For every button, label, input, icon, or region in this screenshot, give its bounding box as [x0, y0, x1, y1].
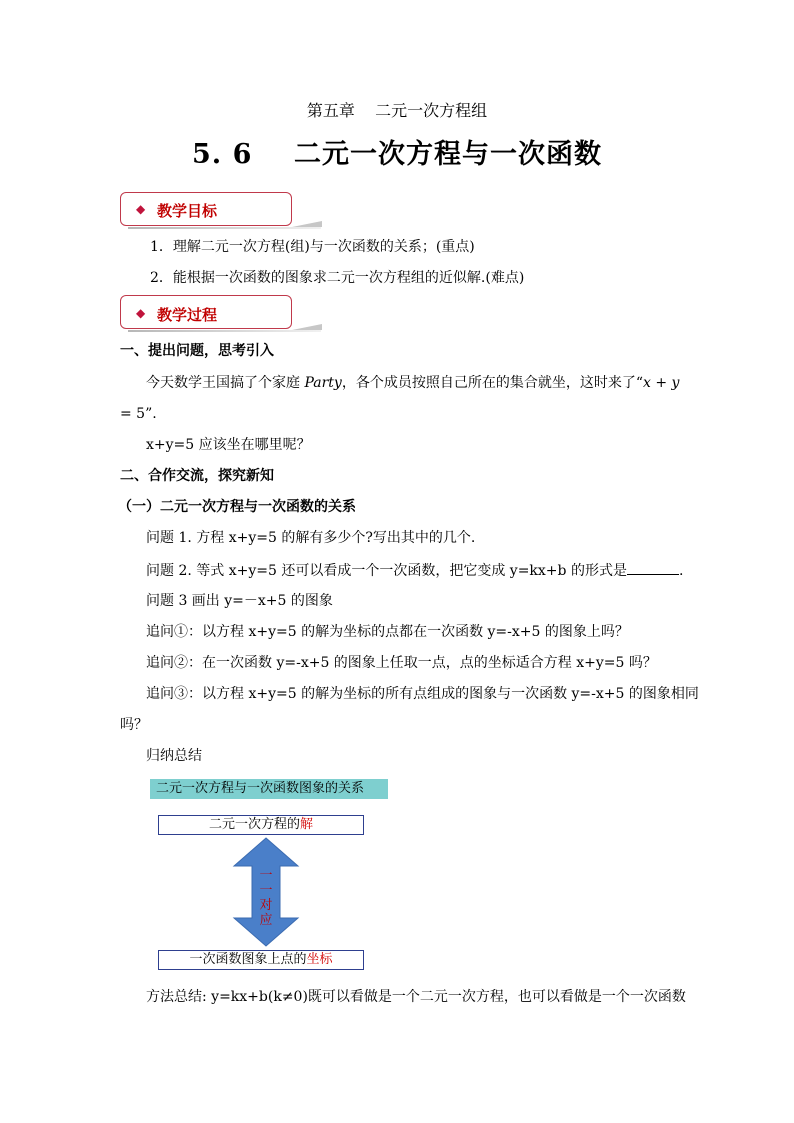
follow-up-3-cont: 吗？	[120, 717, 148, 733]
follow-up-1: 追问①：以方程 x+y=5 的解为坐标的点都在一次函数 y=-x+5 的图象上吗？	[146, 624, 629, 640]
summary-label: 归纳总结	[146, 748, 202, 764]
process-label: 教学过程	[157, 306, 218, 324]
goal-1: 1．理解二元一次方程(组)与一次函数的关系；(重点)	[150, 239, 475, 255]
question-2: 问题 2. 等式 x+y=5 还可以看成一个一次函数，把它变成 y=kx+b 的形式是 .	[146, 563, 684, 579]
question-3: 问题 3 画出 y=－x+5 的图象	[146, 593, 333, 609]
question-1: 问题 1. 方程 x+y=5 的解有多少个?写出其中的几个.	[146, 530, 476, 546]
intro-paragraph-cont: = 5”.	[120, 406, 157, 422]
subsection-1: （一）二元一次方程与一次函数的关系	[118, 499, 356, 515]
part2-heading: 二、合作交流，探究新知	[120, 468, 274, 484]
method-summary: 方法总结: y=kx+b(k≠0)既可以看做是一个二元一次方程，也可以看做是一个一次函数	[146, 989, 686, 1005]
answer-blank	[627, 562, 679, 575]
intro-paragraph: 今天数学王国搞了个家庭 Party，各个成员按照自己所在的集合就坐，这时来了“x + y	[146, 375, 680, 391]
diagram-header: 二元一次方程与一次函数图象的关系	[150, 779, 388, 799]
section-underline	[128, 227, 321, 229]
goals-label: 教学目标	[157, 202, 218, 220]
part1-heading: 一、提出问题，思考引入	[120, 343, 274, 359]
diamond-icon: ◆	[136, 202, 146, 216]
diamond-icon: ◆	[136, 306, 146, 320]
section-underline	[128, 330, 321, 332]
lesson-title: 5. 6 二元一次方程与一次函数	[192, 139, 602, 170]
solution-box: 二元一次方程的解	[158, 815, 364, 835]
follow-up-2: 追问②：在一次函数 y=-x+5 的图象上任取一点，点的坐标适合方程 x+y=5 吗？	[146, 655, 657, 671]
chapter-title: 第五章 二元一次方程组	[306, 101, 488, 120]
section-tail	[292, 324, 322, 330]
intro-question: x+y=5 应该坐在哪里呢？	[146, 437, 311, 453]
coordinate-box: 一次函数图象上点的坐标	[158, 950, 364, 970]
one-to-one-label: 一 一 对 应	[259, 868, 273, 928]
goal-2: 2．能根据一次函数的图象求二元一次方程组的近似解.(难点)	[150, 270, 525, 286]
section-tail	[292, 221, 322, 227]
follow-up-3: 追问③：以方程 x+y=5 的解为坐标的所有点组成的图象与一次函数 y=-x+5 的图象相同	[146, 686, 699, 702]
